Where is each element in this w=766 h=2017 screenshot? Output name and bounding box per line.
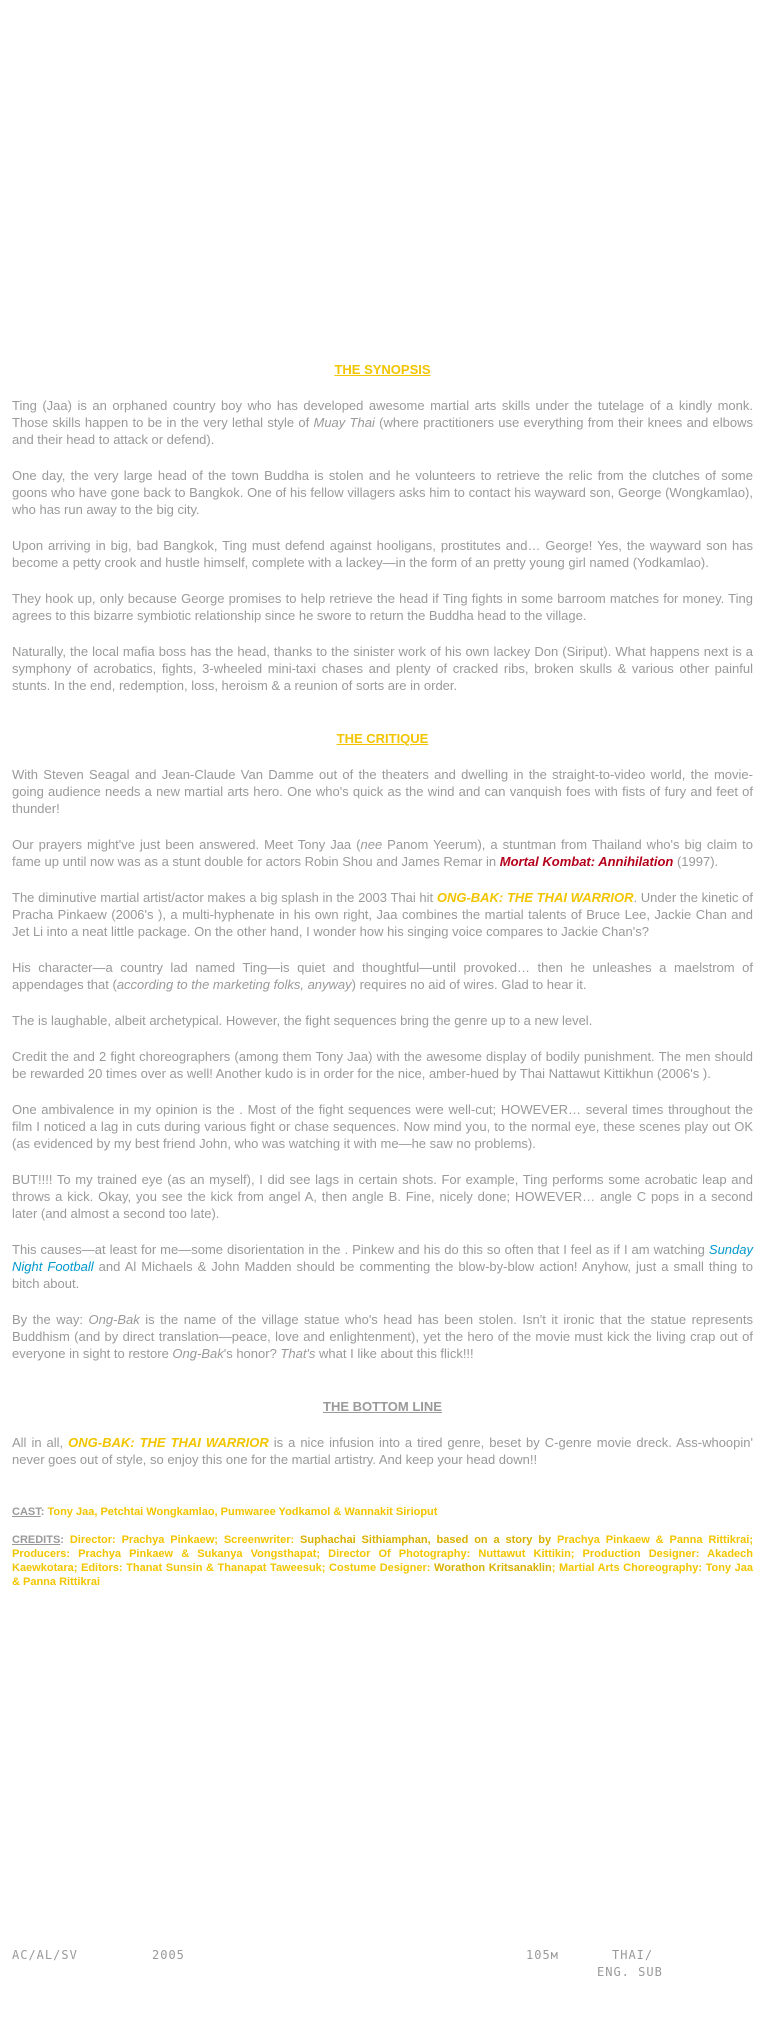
synopsis-paragraph-4: They hook up, only because George promises to help retrieve the head if Ting fights in some barroom matches for money. Ting agrees to this bizarre symbiotic relationship since he swore to return the Buddha head to the village. xyxy=(12,591,753,623)
movie-title: ONG-BAK: THE THAI WARRIOR xyxy=(436,890,634,905)
movie-title-link[interactable]: Mortal Kombat: Annihilation xyxy=(499,854,674,869)
runtime: 105м xyxy=(526,1948,559,1962)
critique-paragraph-4: His character—a country lad named Ting—is quiet and thoughtful—until provoked… then he unleashes a maelstrom of appendages that (according to the marketing folks, anyway) requires no aid of wires. Glad to hear it. xyxy=(12,960,753,992)
critique-paragraph-5: The is laughable, albeit archetypical. However, the fight sequences bring the genre up to a new level. xyxy=(12,1013,593,1028)
language-line-2: ENG. SUB xyxy=(597,1965,663,1979)
synopsis-paragraph-5: Naturally, the local mafia boss has the head, thanks to the sinister work of his own lackey Don (Siriput). What happens next is a symphony of acrobatics, fights, 3-wheeled mini-taxi chases and plenty of cracked ribs, broken skulls & various other painful stunts. In the end, redemption, loss, heroism & a reunion of sorts are in order. xyxy=(12,644,753,693)
cast-label: CAST xyxy=(12,1506,41,1518)
critique-paragraph-8: BUT!!!! To my trained eye (as an myself), I did see lags in certain shots. For example, Ting performs some acrobatic leap and throws a kick. Okay, you see the kick from angel A, then angle B. Fine, nicely done; HOWEVER… angle C pops in a second later (and almost a second too late). xyxy=(12,1172,753,1221)
synopsis-paragraph-2: One day, the very large head of the town Buddha is stolen and he volunteers to retrieve the relic from the clutches of some goons who have gone back to Bangkok. One of his fellow villagers asks him to contact his wayward son, George (Wongkamlao), who has run away to the big city. xyxy=(12,468,753,517)
credits-list: CREDITS: Director: Prachya Pinkaew; Screenwriter: Suphachai Sithiamphan, based on a story by Prachya Pinkaew & Panna Rittikrai; Producers: Prachya Pinkaew & Sukanya Vongsthapat; Director Of Photography: Nuttawut Kittikin; Production Designer: Akadech Kaewkotara; Editors: Thanat Sunsin & Thanapat Taweesuk; Costume Designer: Worathon Kritsanaklin; Martial Arts Choreography: Tony Jaa & Panna Rittikrai xyxy=(12,1534,753,1588)
credits-label: CREDITS xyxy=(12,1534,61,1546)
critique-paragraph-6: Credit the and 2 fight choreographers (among them Tony Jaa) with the awesome display of bodily punishment. The men should be rewarded 20 times over as well! Another kudo is in order for the nice, amber-hued by Thai Nattawut Kittikhun (2006's ). xyxy=(12,1049,753,1081)
bottom-line-heading: THE BOTTOM LINE xyxy=(323,1399,442,1414)
movie-title: ONG-BAK: THE THAI WARRIOR xyxy=(68,1435,269,1450)
release-year: 2005 xyxy=(152,1948,185,1962)
critique-paragraph-9: This causes—at least for me—some disorientation in the . Pinkew and his do this so often that I feel as if I am watching Sunday Night Football and Al Michaels & John Madden should be commenting the blow-by-blow action! Anyhow, just a small thing to bitch about. xyxy=(12,1242,753,1291)
critique-paragraph-10: By the way: Ong-Bak is the name of the village statue who's head has been stolen. Isn't it ironic that the statue represents Buddhism (and by direct translation—peace, love and enlightenment), yet the hero of the movie must kick the living crap out of everyone in sight to restore Ong-Bak's honor? That's what I like about this flick!!! xyxy=(12,1312,753,1361)
critique-paragraph-7: One ambivalence in my opinion is the . Most of the fight sequences were well-cut; HOWEVER… several times throughout the film I noticed a lag in cuts during various fight or chase sequences. Now mind you, to the normal eye, these scenes play out OK (as evidenced by my best friend John, who was watching it with me—he saw no problems). xyxy=(12,1102,753,1151)
synopsis-paragraph-1: Ting (Jaa) is an orphaned country boy who has developed awesome martial arts skills under the tutelage of a kindly monk. Those skills happen to be in the very lethal style of Muay Thai (where practitioners use everything from their knees and elbows and their head to attack or defend). xyxy=(12,398,754,447)
synopsis-paragraph-3: Upon arriving in big, bad Bangkok, Ting must defend against hooligans, prostitutes and… George! Yes, the wayward son has become a petty crook and hustle himself, complete with a lackey—in the form of an pretty young girl named (Yodkamlao). xyxy=(12,538,753,570)
rating-info: AC/AL/SV xyxy=(12,1948,78,1962)
synopsis-heading: THE SYNOPSIS xyxy=(334,362,431,377)
language-line-1: THAI/ xyxy=(612,1948,654,1962)
critique-paragraph-3: The diminutive martial artist/actor makes a big splash in the 2003 Thai hit ONG-BAK: THE THAI WARRIOR. Under the kinetic of Pracha Pinkaew (2006's ), a multi-hyphenate in his own right, Jaa combines the martial talents of Bruce Lee, Jackie Chan and Jet Li into a neat little package. On the other hand, I wonder how his singing voice compares to Jackie Chan's? xyxy=(12,890,753,939)
bottom-line-paragraph: All in all, ONG-BAK: THE THAI WARRIOR is a nice infusion into a tired genre, beset by C-genre movie dreck. Ass-whoopin' never goes out of style, so enjoy this one for the martial artistry. And keep your head down!! xyxy=(12,1435,753,1467)
sunday-night-football-link[interactable]: Sunday Night Football xyxy=(12,1242,753,1274)
critique-paragraph-2: Our prayers might've just been answered. Meet Tony Jaa (nee Panom Yeerum), a stuntman from Thailand who's big claim to fame up until now was as a stunt double for actors Robin Shou and James Remar in Mortal Kombat: Annihilation (1997). xyxy=(12,837,754,869)
review-article xyxy=(12,362,753,1603)
cast-list: CAST: Tony Jaa, Petchtai Wongkamlao, Pumwaree Yodkamol & Wannakit Sirioput xyxy=(12,1506,438,1518)
critique-heading: THE CRITIQUE xyxy=(336,731,429,746)
critique-paragraph-1: With Steven Seagal and Jean-Claude Van Damme out of the theaters and dwelling in the straight-to-video world, the movie-going audience needs a new martial arts hero. One who's quick as the wind and can vanquish foes with fists of fury and feet of thunder! xyxy=(12,767,753,816)
